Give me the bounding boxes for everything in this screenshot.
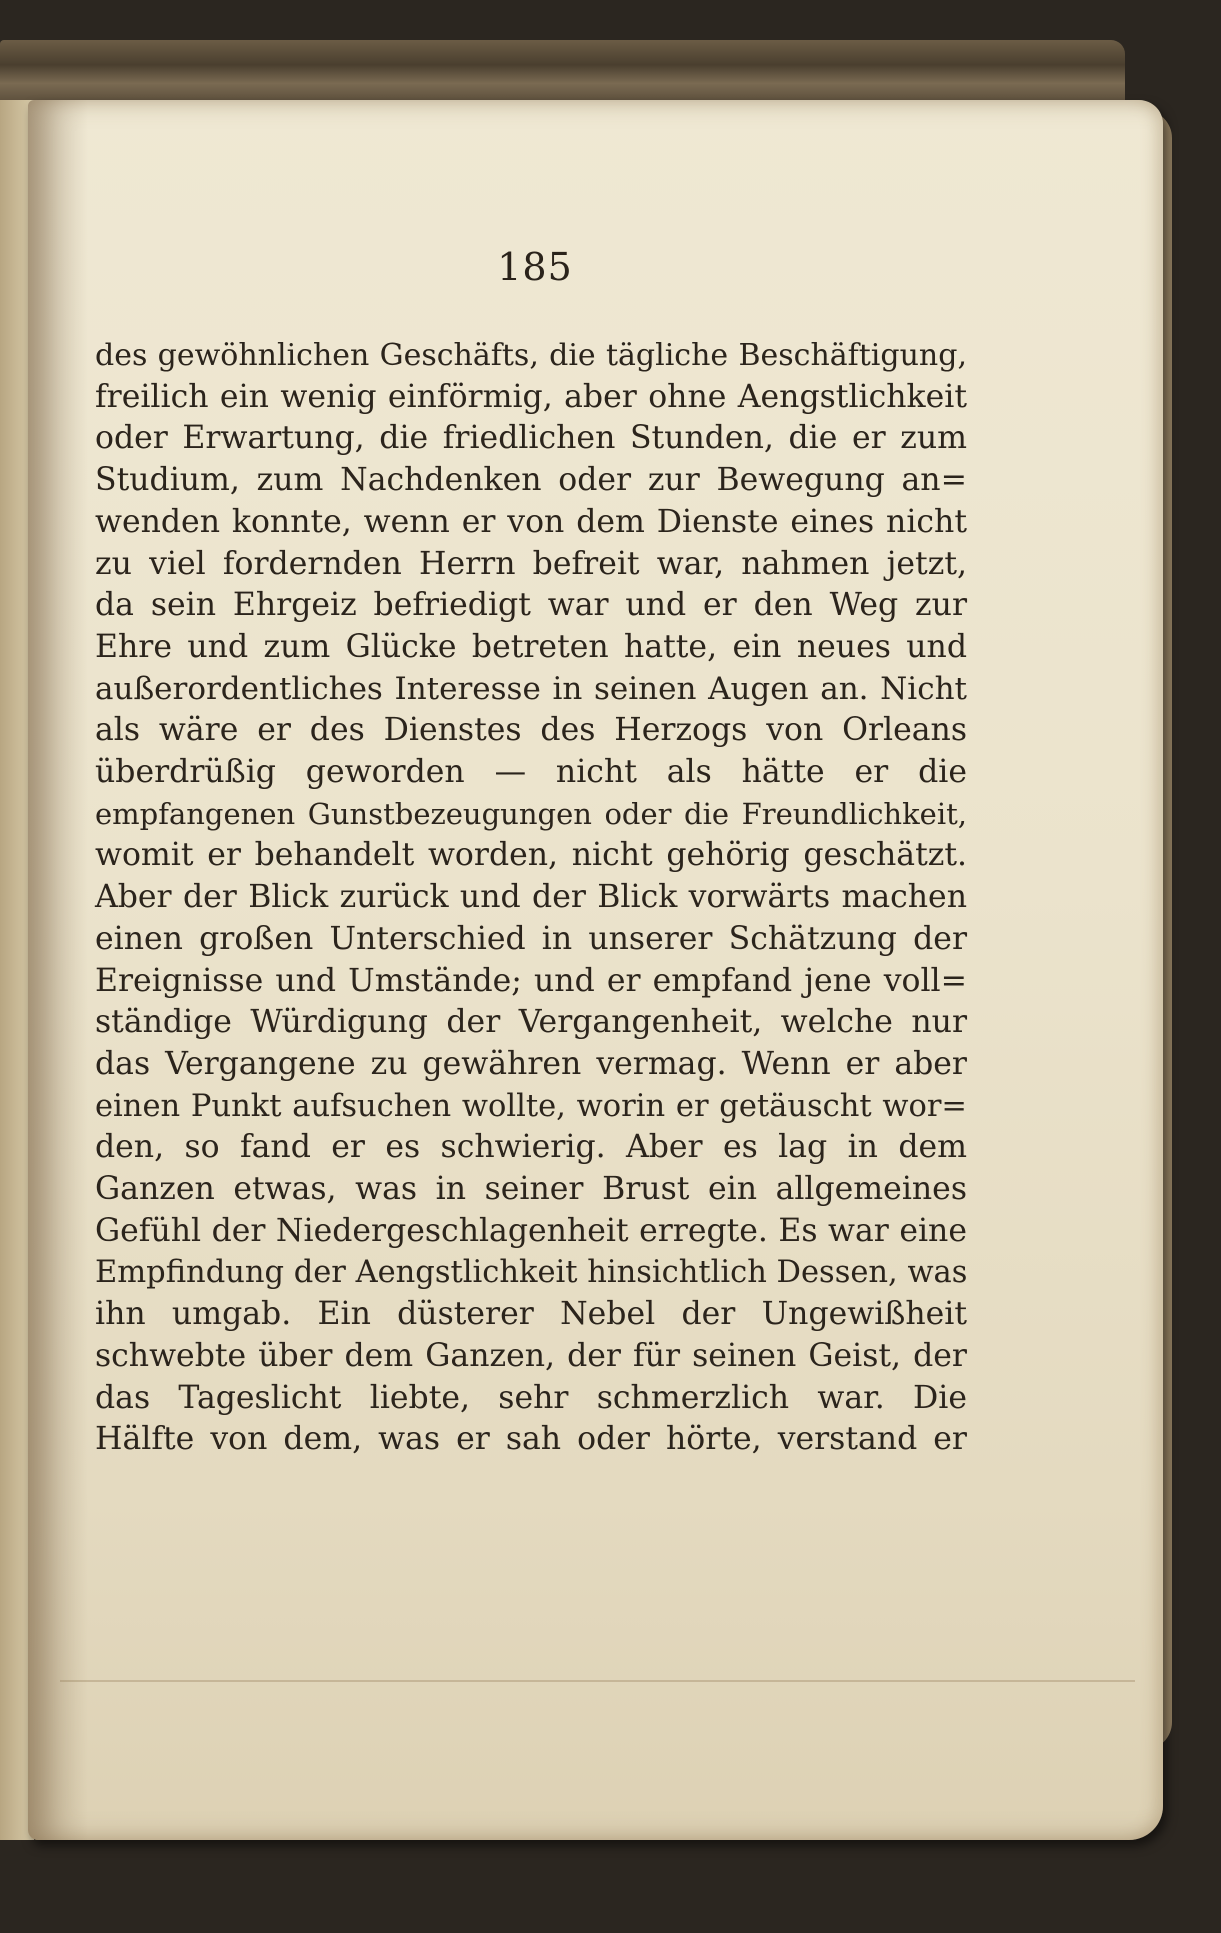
text-line: das Vergangene zu gewähren vermag. Wenn er aber	[95, 1045, 967, 1082]
spine-shadow	[28, 100, 88, 1840]
text-line: schwebte über dem Ganzen, der für seinen Geist, der	[95, 1337, 967, 1374]
text-line: wenden konnte, wenn er von dem Dienste eines nicht	[95, 503, 967, 540]
text-line: ständige Würdigung der Vergangenheit, welche nur	[95, 1004, 967, 1041]
text-line: des gewöhnlichen Geschäfts, die tägliche Beschäftigung,	[95, 338, 967, 373]
body-text	[95, 335, 967, 1461]
text-line: ihn umgab. Ein düsterer Nebel der Ungewißheit	[95, 1296, 967, 1333]
text-line: zu viel fordernden Herrn befreit war, nahmen jetzt,	[95, 545, 967, 582]
text-line: einen Punkt aufsuchen wollte, worin er getäuscht wor=	[95, 1088, 967, 1124]
text-line: Studium, zum Nachdenken oder zur Bewegung an=	[95, 462, 967, 499]
book-cover-top-edge	[0, 40, 1125, 102]
text-line: Hälfte von dem, was er sah oder hörte, verstand er	[95, 1421, 967, 1458]
text-line: womit er behandelt worden, nicht gehörig geschätzt.	[95, 837, 967, 874]
text-line: Empfindung der Aengstlichkeit hinsichtlich Dessen, was	[95, 1255, 968, 1291]
text-line: Ehre und zum Glücke betreten hatte, ein neues und	[95, 628, 967, 665]
text-line: oder Erwartung, die friedlichen Stunden, die er zum	[95, 420, 967, 457]
text-line: außerordentliches Interesse in seinen Augen an. Nicht	[95, 670, 967, 707]
text-line: Ganzen etwas, was in seiner Brust ein allgemeines	[95, 1171, 967, 1208]
page-number: 185	[497, 245, 573, 289]
text-line: den, so fand er es schwierig. Aber es lag in dem	[95, 1129, 967, 1166]
text-line: als wäre er des Dienstes des Herzogs von Orleans	[95, 712, 967, 749]
text-line: einen großen Unterschied in unserer Schätzung der	[95, 920, 967, 957]
text-line: überdrüßig geworden — nicht als hätte er die	[95, 754, 967, 791]
text-line: Gefühl der Niedergeschlagenheit erregte. Es war eine	[95, 1212, 967, 1249]
text-line: Ereignisse und Umstände; und er empfand jene voll=	[95, 962, 967, 999]
text-line: empfangenen Gunstbezeugungen oder die Freundlichkeit,	[95, 796, 967, 831]
text-line: freilich ein wenig einförmig, aber ohne Aengstlichkeit	[95, 378, 967, 415]
text-line: das Tageslicht liebte, sehr schmerzlich war. Die	[95, 1379, 967, 1416]
page-crease	[60, 1680, 1135, 1682]
text-line: Aber der Blick zurück und der Blick vorwärts machen	[95, 879, 967, 916]
text-line: da sein Ehrgeiz befriedigt war und er den Weg zur	[95, 587, 967, 624]
